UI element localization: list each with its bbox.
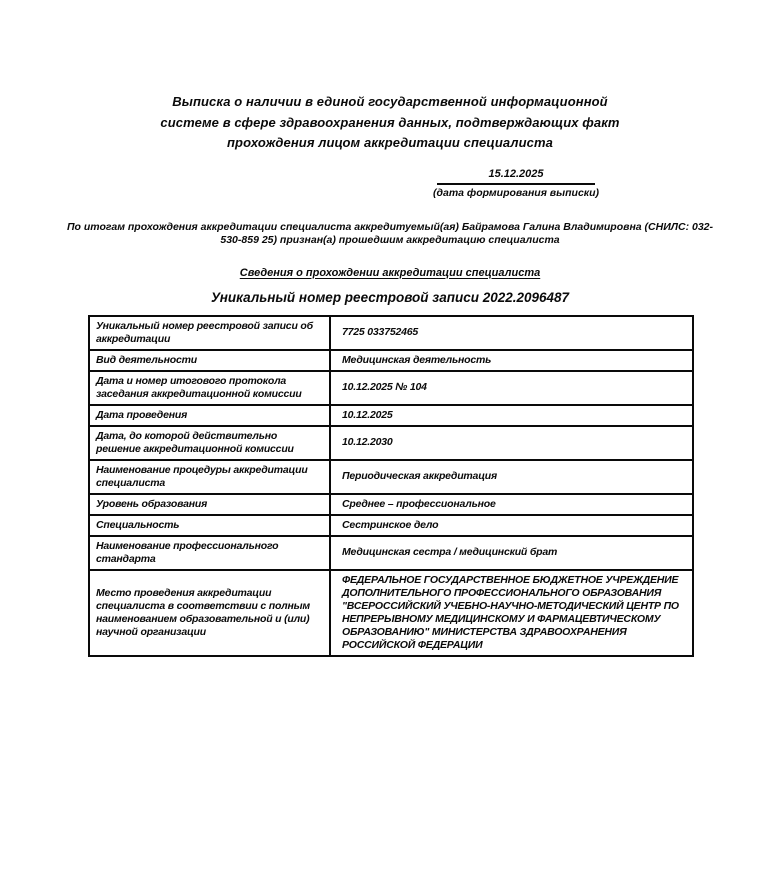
table-row bbox=[89, 316, 693, 350]
table-row bbox=[89, 426, 693, 460]
registry-number-heading: Уникальный номер реестровой записи 2022.2096487 bbox=[210, 289, 570, 305]
table-row bbox=[89, 494, 693, 515]
document-title bbox=[0, 92, 780, 154]
row-value: 10.12.2030 bbox=[330, 426, 693, 460]
row-value: Медицинская сестра / медицинский брат bbox=[330, 536, 693, 570]
accreditation-details-table bbox=[88, 315, 694, 657]
row-value: 10.12.2025 № 104 bbox=[330, 371, 693, 405]
table-row bbox=[89, 460, 693, 494]
issue-date-underline bbox=[437, 183, 595, 185]
row-value: 7725 033752465 bbox=[330, 316, 693, 350]
row-value: ФЕДЕРАЛЬНОЕ ГОСУДАРСТВЕННОЕ БЮДЖЕТНОЕ УЧРЕЖДЕНИЕ ДОПОЛНИТЕЛЬНОГО ПРОФЕССИОНАЛЬНОГО ОБРАЗОВАНИЯ "ВСЕРОССИЙСКИЙ УЧЕБНО-НАУЧНО-МЕТОДИЧЕСКИЙ ЦЕНТР ПО НЕПРЕРЫВНОМУ МЕДИЦИНСКОМУ И ФАРМАЦЕВТИЧЕСКОМУ ОБРАЗОВАНИЮ" МИНИСТЕРСТВА ЗДРАВООХРАНЕНИЯ РОССИЙСКОЙ ФЕДЕРАЦИИ bbox=[330, 570, 693, 656]
row-value: Медицинская деятельность bbox=[330, 350, 693, 371]
accreditation-summary: По итогам прохождения аккредитации специалиста аккредитуемый(ая) Байрамова Галина Владимировна (СНИЛС: 032-530-859 25) признан(а) прошедшим аккредитацию специалиста bbox=[66, 220, 713, 246]
row-label: Наименование профессионального стандарта bbox=[89, 536, 330, 570]
table-row bbox=[89, 371, 693, 405]
table-row bbox=[89, 570, 693, 656]
row-value: Сестринское дело bbox=[330, 515, 693, 536]
document-title-line-1: Выписка о наличии в единой государственной информационной bbox=[172, 94, 608, 109]
row-label: Дата проведения bbox=[89, 405, 330, 426]
document-title-line-3: прохождения лицом аккредитации специалиста bbox=[227, 135, 553, 150]
row-value: Среднее – профессиональное bbox=[330, 494, 693, 515]
row-label: Дата и номер итогового протокола заседания аккредитационной комиссии bbox=[89, 371, 330, 405]
section-heading: Сведения о прохождении аккредитации специалиста bbox=[239, 266, 541, 279]
table-row bbox=[89, 536, 693, 570]
row-label: Место проведения аккредитации специалиста в соответствии с полным наименованием образовательной и (или) научной организации bbox=[89, 570, 330, 656]
accreditation-table-body bbox=[89, 316, 693, 656]
row-label: Наименование процедуры аккредитации специалиста bbox=[89, 460, 330, 494]
row-label: Дата, до которой действительно решение аккредитационной комиссии bbox=[89, 426, 330, 460]
row-label: Специальность bbox=[89, 515, 330, 536]
issue-date-block bbox=[433, 167, 599, 200]
row-value: Периодическая аккредитация bbox=[330, 460, 693, 494]
issue-date-value: 15.12.2025 bbox=[488, 167, 544, 180]
issue-date-caption: (дата формирования выписки) bbox=[433, 186, 600, 199]
row-label: Уникальный номер реестровой записи об аккредитации bbox=[89, 316, 330, 350]
table-row bbox=[89, 515, 693, 536]
document-title-line-2: системе в сфере здравоохранения данных, подтверждающих факт bbox=[160, 114, 620, 130]
row-label: Уровень образования bbox=[89, 494, 330, 515]
row-value: 10.12.2025 bbox=[330, 405, 693, 426]
table-row bbox=[89, 350, 693, 371]
row-label: Вид деятельности bbox=[89, 350, 330, 371]
table-row bbox=[89, 405, 693, 426]
